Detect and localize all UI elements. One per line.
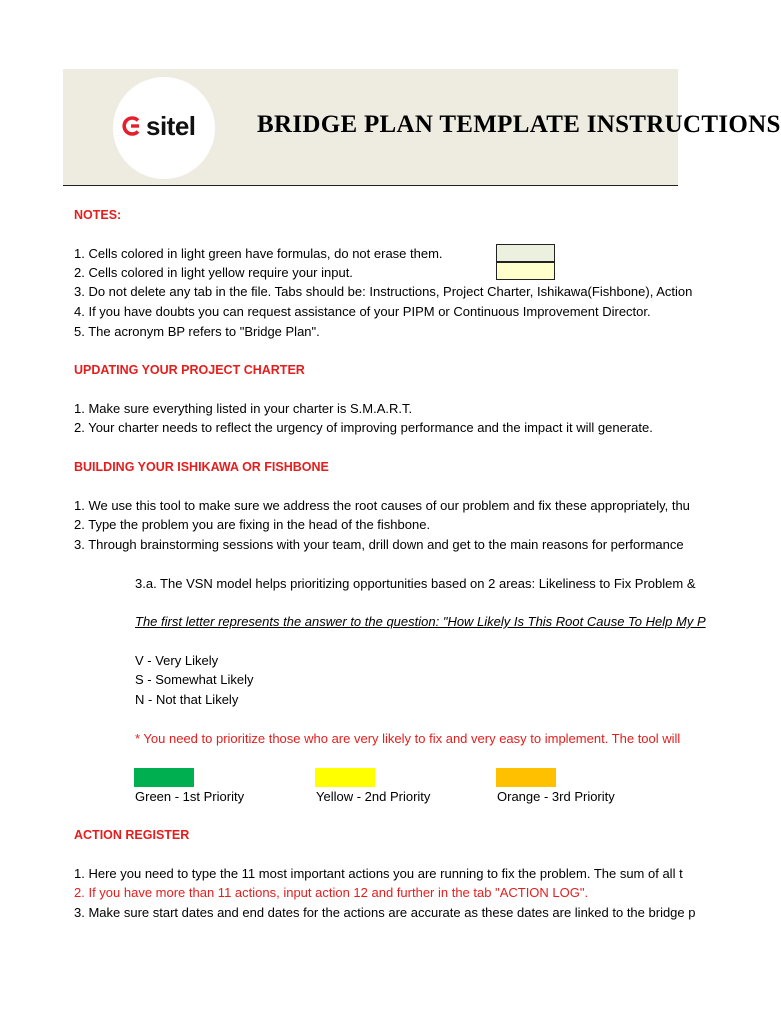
sitel-logo-icon: [121, 115, 143, 137]
charter-item: 1. Make sure everything listed in your charter is S.M.A.R.T.: [74, 401, 413, 416]
first-letter-question: The first letter represents the answer to the question: "How Likely Is This Root Cause To Help My P: [135, 614, 706, 629]
notes-heading: NOTES:: [74, 208, 122, 222]
charter-item: 2. Your charter needs to reflect the urgency of improving performance and the impact it will generate.: [74, 420, 653, 435]
action-register-heading: ACTION REGISTER: [74, 828, 190, 842]
light-yellow-cell-sample: [496, 262, 555, 280]
charter-heading: UPDATING YOUR PROJECT CHARTER: [74, 363, 305, 377]
action-item: 3. Make sure start dates and end dates for the actions are accurate as these dates are linked to the bridge p: [74, 905, 696, 920]
note-item: 3. Do not delete any tab in the file. Tabs should be: Instructions, Project Charter, Ishikawa(Fishbone), Action: [74, 284, 693, 299]
orange-priority-swatch: [496, 768, 556, 787]
scale-item: S - Somewhat Likely: [135, 672, 254, 687]
logo-text: sitel: [146, 111, 196, 141]
priority-label: Orange - 3rd Priority: [497, 789, 615, 804]
priority-note: * You need to prioritize those who are very likely to fix and very easy to implement. The tool will: [135, 731, 681, 746]
ishikawa-item: 1. We use this tool to make sure we address the root causes of our problem and fix these appropriately, thu: [74, 498, 690, 513]
action-item: 1. Here you need to type the 11 most important actions you are running to fix the problem. The sum of all t: [74, 866, 683, 881]
note-item: 5. The acronym BP refers to "Bridge Plan".: [74, 324, 320, 339]
vsn-intro: 3.a. The VSN model helps prioritizing opportunities based on 2 areas: Likeliness to Fix Problem &: [135, 576, 696, 591]
light-green-cell-sample: [496, 244, 555, 262]
ishikawa-item: 2. Type the problem you are fixing in the head of the fishbone.: [74, 517, 431, 532]
instructions-sheet: [63, 69, 781, 969]
note-item: 2. Cells colored in light yellow require your input.: [74, 265, 353, 280]
green-priority-swatch: [134, 768, 194, 787]
ishikawa-heading: BUILDING YOUR ISHIKAWA OR FISHBONE: [74, 460, 329, 474]
yellow-priority-swatch: [315, 768, 375, 787]
scale-item: V - Very Likely: [135, 653, 219, 668]
priority-label: Yellow - 2nd Priority: [316, 789, 431, 804]
ishikawa-item: 3. Through brainstorming sessions with your team, drill down and get to the main reasons for performance: [74, 537, 684, 552]
note-item: 1. Cells colored in light green have formulas, do not erase them.: [74, 246, 443, 261]
header-banner: [63, 69, 781, 186]
note-item: 4. If you have doubts you can request assistance of your PIPM or Continuous Improvement Director.: [74, 304, 651, 319]
sitel-logo: [121, 113, 196, 139]
action-item: 2. If you have more than 11 actions, input action 12 and further in the tab "ACTION LOG".: [74, 885, 589, 900]
priority-label: Green - 1st Priority: [135, 789, 245, 804]
page-title: BRIDGE PLAN TEMPLATE INSTRUCTIONS: [257, 111, 781, 138]
scale-item: N - Not that Likely: [135, 692, 239, 707]
